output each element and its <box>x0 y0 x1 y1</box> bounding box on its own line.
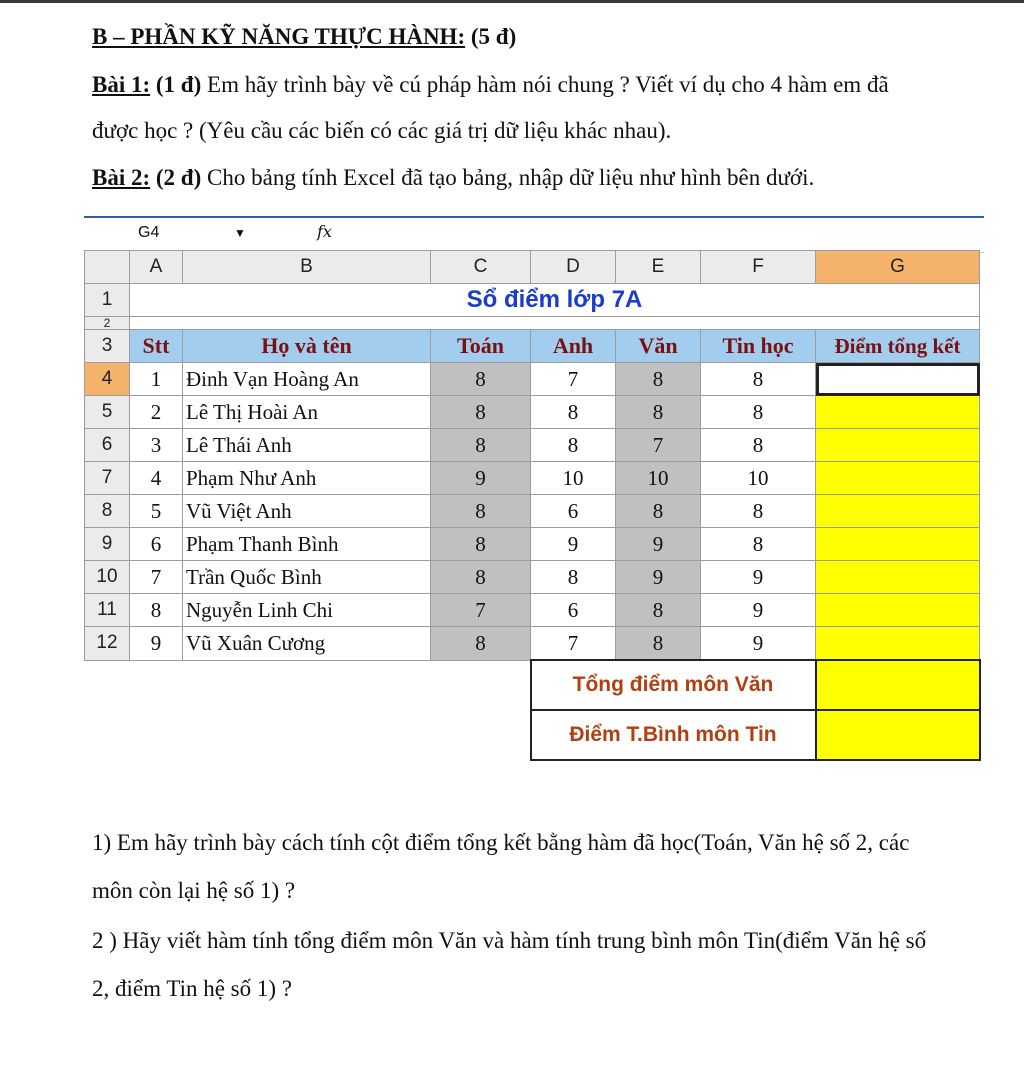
cell-stt[interactable]: 6 <box>130 528 183 561</box>
col-header-b[interactable]: B <box>183 251 431 284</box>
cell-tong-ket[interactable] <box>816 627 980 661</box>
cell-van[interactable]: 8 <box>616 627 701 661</box>
row-header[interactable]: 10 <box>85 561 130 594</box>
cell-anh[interactable]: 8 <box>531 429 616 462</box>
row-header[interactable]: 8 <box>85 495 130 528</box>
bai1-line1 <box>92 72 889 98</box>
question-1-line2: môn còn lại hệ số 1) ? <box>92 878 296 903</box>
header-name[interactable]: Họ và tên <box>183 330 431 363</box>
row-header[interactable]: 6 <box>85 429 130 462</box>
empty-row[interactable] <box>130 317 980 330</box>
row-header[interactable]: 5 <box>85 396 130 429</box>
row-header[interactable]: 11 <box>85 594 130 627</box>
cell-tin[interactable]: 8 <box>701 396 816 429</box>
cell-van[interactable]: 8 <box>616 396 701 429</box>
summary-label-van[interactable]: Tổng điểm môn Văn <box>531 660 816 710</box>
bai1-points: (1 đ) <box>155 72 202 97</box>
header-row <box>85 330 980 363</box>
col-header-e[interactable]: E <box>616 251 701 284</box>
cell-toan[interactable]: 8 <box>431 627 531 661</box>
cell-tin[interactable]: 9 <box>701 561 816 594</box>
cell-tong-ket[interactable] <box>816 495 980 528</box>
name-box[interactable]: G4 <box>138 224 160 241</box>
sheet-title[interactable]: Sổ điểm lớp 7A <box>130 284 980 317</box>
spreadsheet <box>84 216 984 788</box>
sheet-row-1 <box>85 284 980 317</box>
cell-stt[interactable]: 1 <box>130 363 183 396</box>
cell-tong-ket[interactable] <box>816 396 980 429</box>
question-1-line1: 1) Em hãy trình bày cách tính cột điểm tổng kết bằng hàm đã học(Toán, Văn hệ số 2, các <box>92 830 910 855</box>
cell-stt[interactable]: 8 <box>130 594 183 627</box>
cell-anh[interactable]: 6 <box>531 594 616 627</box>
summary-row-1 <box>85 660 980 710</box>
cell-anh[interactable]: 7 <box>531 363 616 396</box>
summary-value-tin[interactable] <box>816 710 980 760</box>
row-header[interactable]: 4 <box>85 363 130 396</box>
cell-tong-ket[interactable] <box>816 561 980 594</box>
cell-stt[interactable]: 9 <box>130 627 183 661</box>
sheet-row-2 <box>85 317 980 330</box>
cell-stt[interactable]: 2 <box>130 396 183 429</box>
section-title: B – PHẦN KỸ NĂNG THỰC HÀNH: <box>92 24 466 49</box>
summary-row-2 <box>85 710 980 760</box>
cell-van[interactable]: 7 <box>616 429 701 462</box>
cell-toan[interactable]: 8 <box>431 396 531 429</box>
section-heading <box>92 24 516 50</box>
cell-name[interactable]: Phạm Như Anh <box>183 462 431 495</box>
cell-stt[interactable]: 3 <box>130 429 183 462</box>
top-border <box>0 0 1024 3</box>
cell-name[interactable]: Vũ Xuân Cương <box>183 627 431 661</box>
bai1-label: Bài 1: <box>92 72 151 97</box>
header-tong-ket[interactable]: Điểm tổng kết <box>816 330 980 363</box>
header-anh[interactable]: Anh <box>531 330 616 363</box>
cell-anh[interactable]: 9 <box>531 528 616 561</box>
cell-tong-ket[interactable] <box>816 462 980 495</box>
header-stt[interactable]: Stt <box>130 330 183 363</box>
cell-anh[interactable]: 8 <box>531 561 616 594</box>
cell-tin[interactable]: 9 <box>701 594 816 627</box>
fx-icon[interactable]: fx <box>317 222 332 241</box>
cell-tong-ket[interactable] <box>816 363 980 396</box>
row-header[interactable]: 9 <box>85 528 130 561</box>
cell-van[interactable]: 8 <box>616 594 701 627</box>
blank-area <box>85 710 531 760</box>
cell-stt[interactable]: 7 <box>130 561 183 594</box>
cell-stt[interactable]: 4 <box>130 462 183 495</box>
cell-tin[interactable]: 8 <box>701 528 816 561</box>
row-header-2[interactable]: 2 <box>85 317 130 330</box>
cell-tin[interactable]: 8 <box>701 429 816 462</box>
bai2-text: Cho bảng tính Excel đã tạo bảng, nhập dữ liệu như hình bên dưới. <box>207 165 815 190</box>
table-row <box>85 396 980 429</box>
sheet-grid <box>84 250 981 761</box>
table-row <box>85 627 980 661</box>
formula-bar <box>84 216 984 253</box>
cell-tong-ket[interactable] <box>816 594 980 627</box>
summary-value-van[interactable] <box>816 660 980 710</box>
cell-anh[interactable]: 8 <box>531 396 616 429</box>
blank-area <box>85 660 531 710</box>
dropdown-arrow-icon[interactable]: ▼ <box>234 226 246 240</box>
bai2-line <box>92 165 814 191</box>
bai1-line2: được học ? (Yêu cầu các biến có các giá trị dữ liệu khác nhau). <box>92 118 672 143</box>
cell-tong-ket[interactable] <box>816 528 980 561</box>
cell-name[interactable]: Nguyễn Linh Chi <box>183 594 431 627</box>
cell-anh[interactable]: 6 <box>531 495 616 528</box>
cell-name[interactable]: Vũ Việt Anh <box>183 495 431 528</box>
row-header[interactable]: 12 <box>85 627 130 661</box>
row-header-3[interactable]: 3 <box>85 330 130 363</box>
cell-toan[interactable]: 8 <box>431 561 531 594</box>
section-points: (5 đ) <box>470 24 517 49</box>
cell-tin[interactable]: 8 <box>701 495 816 528</box>
cell-van[interactable]: 9 <box>616 528 701 561</box>
cell-van[interactable]: 8 <box>616 495 701 528</box>
col-header-f[interactable]: F <box>701 251 816 284</box>
cell-tong-ket[interactable] <box>816 429 980 462</box>
table-row <box>85 462 980 495</box>
header-van[interactable]: Văn <box>616 330 701 363</box>
select-all-corner[interactable] <box>85 251 130 284</box>
summary-label-tin[interactable]: Điểm T.Bình môn Tin <box>531 710 816 760</box>
col-header-d[interactable]: D <box>531 251 616 284</box>
cell-name[interactable]: Phạm Thanh Bình <box>183 528 431 561</box>
cell-toan[interactable]: 8 <box>431 429 531 462</box>
cell-anh[interactable]: 10 <box>531 462 616 495</box>
bai1-text-1: Em hãy trình bày về cú pháp hàm nói chung ? Viết ví dụ cho 4 hàm em đã <box>207 72 889 97</box>
cell-toan[interactable]: 8 <box>431 363 531 396</box>
cell-name[interactable]: Lê Thái Anh <box>183 429 431 462</box>
question-2-line1: 2 ) Hãy viết hàm tính tổng điểm môn Văn và hàm tính trung bình môn Tin(điểm Văn hệ số <box>92 928 927 953</box>
table-row <box>85 363 980 396</box>
col-header-a[interactable]: A <box>130 251 183 284</box>
bai2-label: Bài 2: <box>92 165 151 190</box>
cell-name[interactable]: Trần Quốc Bình <box>183 561 431 594</box>
cell-tin[interactable]: 10 <box>701 462 816 495</box>
cell-anh[interactable]: 7 <box>531 627 616 661</box>
row-header[interactable]: 7 <box>85 462 130 495</box>
cell-toan[interactable]: 9 <box>431 462 531 495</box>
bai2-points: (2 đ) <box>155 165 202 190</box>
cell-toan[interactable]: 8 <box>431 528 531 561</box>
cell-toan[interactable]: 7 <box>431 594 531 627</box>
col-header-c[interactable]: C <box>431 251 531 284</box>
cell-van[interactable]: 9 <box>616 561 701 594</box>
question-2-line2: 2, điểm Tin hệ số 1) ? <box>92 976 292 1001</box>
cell-van[interactable]: 10 <box>616 462 701 495</box>
cell-tin[interactable]: 8 <box>701 363 816 396</box>
header-tin[interactable]: Tin học <box>701 330 816 363</box>
table-row <box>85 561 980 594</box>
cell-tin[interactable]: 9 <box>701 627 816 661</box>
col-header-g[interactable]: G <box>816 251 980 284</box>
header-toan[interactable]: Toán <box>431 330 531 363</box>
cell-van[interactable]: 8 <box>616 363 701 396</box>
cell-name[interactable]: Đinh Vạn Hoàng An <box>183 363 431 396</box>
table-row <box>85 594 980 627</box>
table-row <box>85 495 980 528</box>
cell-name[interactable]: Lê Thị Hoài An <box>183 396 431 429</box>
table-row <box>85 528 980 561</box>
row-header-1[interactable]: 1 <box>85 284 130 317</box>
column-header-row <box>85 251 980 284</box>
table-row <box>85 429 980 462</box>
cell-toan[interactable]: 8 <box>431 495 531 528</box>
cell-stt[interactable]: 5 <box>130 495 183 528</box>
